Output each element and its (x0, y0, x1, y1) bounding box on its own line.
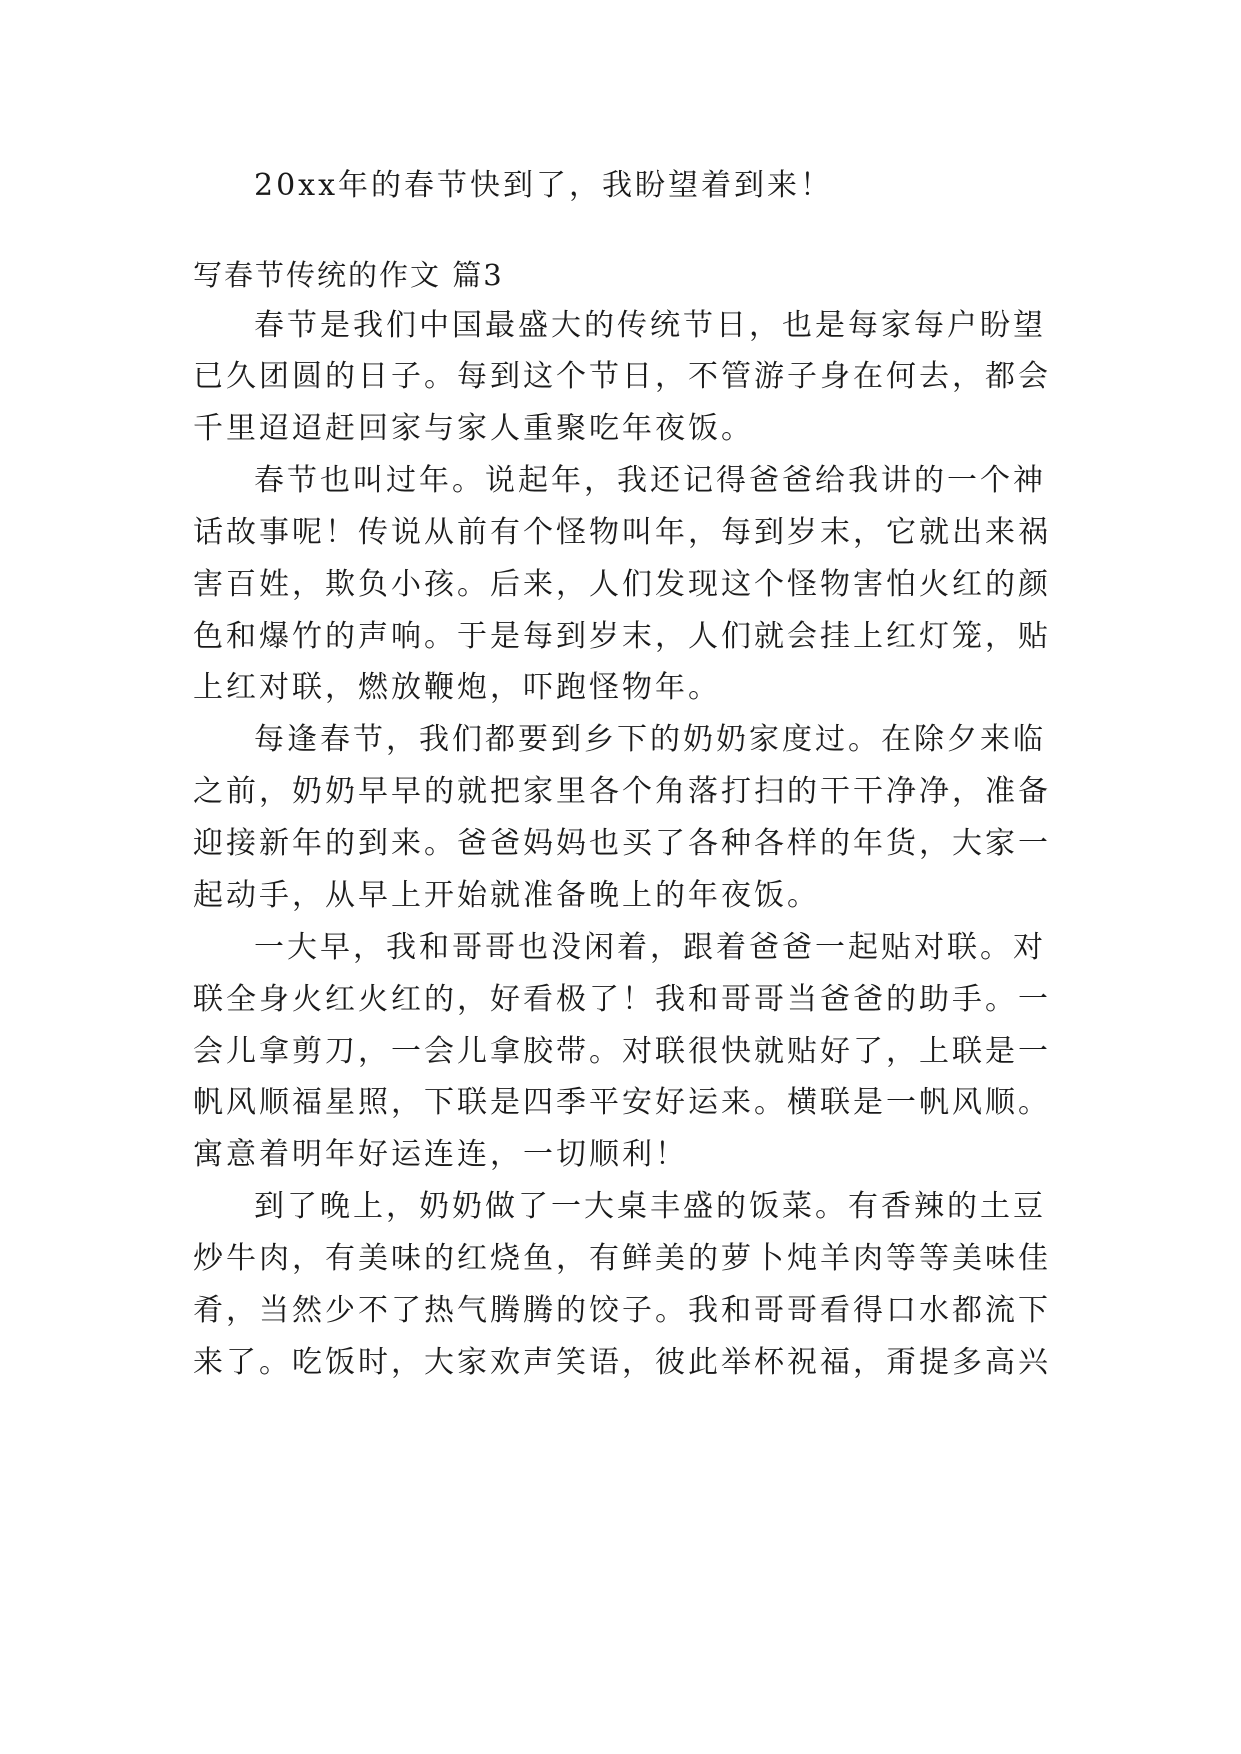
paragraph-line: 会儿拿剪刀，一会儿拿胶带。对联很快就贴好了，上联是一 (193, 1034, 1051, 1069)
paragraph-line: 色和爆竹的声响。于是每到岁末，人们就会挂上红灯笼，贴 (193, 619, 1051, 654)
paragraph-line: 每逢春节，我们都要到乡下的奶奶家度过。在除夕来临 (254, 722, 1046, 757)
paragraph-line: 已久团圆的日子。每到这个节日，不管游子身在何去，都会 (193, 359, 1051, 394)
paragraph-line: 寓意着明年好运连连，一切顺利！ (193, 1137, 688, 1172)
paragraph-line: 帆风顺福星照，下联是四季平安好运来。横联是一帆风顺。 (193, 1085, 1051, 1120)
paragraph-line: 肴，当然少不了热气腾腾的饺子。我和哥哥看得口水都流下 (193, 1293, 1051, 1328)
paragraph-line: 一大早，我和哥哥也没闲着，跟着爸爸一起贴对联。对 (254, 930, 1046, 965)
paragraph-line: 千里迢迢赶回家与家人重聚吃年夜饭。 (193, 411, 754, 446)
paragraph-line: 上红对联，燃放鞭炮，吓跑怪物年。 (193, 670, 721, 705)
paragraph-line: 春节是我们中国最盛大的传统节日，也是每家每户盼望 (254, 308, 1046, 343)
paragraph-line: 起动手，从早上开始就准备晚上的年夜饭。 (193, 878, 820, 913)
paragraph-line: 联全身火红火红的，好看极了！我和哥哥当爸爸的助手。一 (193, 982, 1051, 1017)
section-heading: 写春节传统的作文 篇3 (193, 258, 504, 292)
intro-line: 20xx年的春节快到了，我盼望着到来！ (254, 168, 834, 203)
paragraph-line: 之前，奶奶早早的就把家里各个角落打扫的干干净净，准备 (193, 774, 1051, 809)
paragraph-line: 话故事呢！传说从前有个怪物叫年，每到岁末，它就出来祸 (193, 515, 1051, 550)
paragraph-line: 害百姓，欺负小孩。后来，人们发现这个怪物害怕火红的颜 (193, 567, 1051, 602)
paragraph-line: 春节也叫过年。说起年，我还记得爸爸给我讲的一个神 (254, 463, 1046, 498)
paragraph-line: 到了晚上，奶奶做了一大桌丰盛的饭菜。有香辣的土豆 (254, 1189, 1046, 1224)
paragraph-line: 炒牛肉，有美味的红烧鱼，有鲜美的萝卜炖羊肉等等美味佳 (193, 1241, 1051, 1276)
paragraph-line: 迎接新年的到来。爸爸妈妈也买了各种各样的年货，大家一 (193, 826, 1051, 861)
paragraph-line: 来了。吃饭时，大家欢声笑语，彼此举杯祝福，甭提多高兴 (193, 1345, 1051, 1380)
